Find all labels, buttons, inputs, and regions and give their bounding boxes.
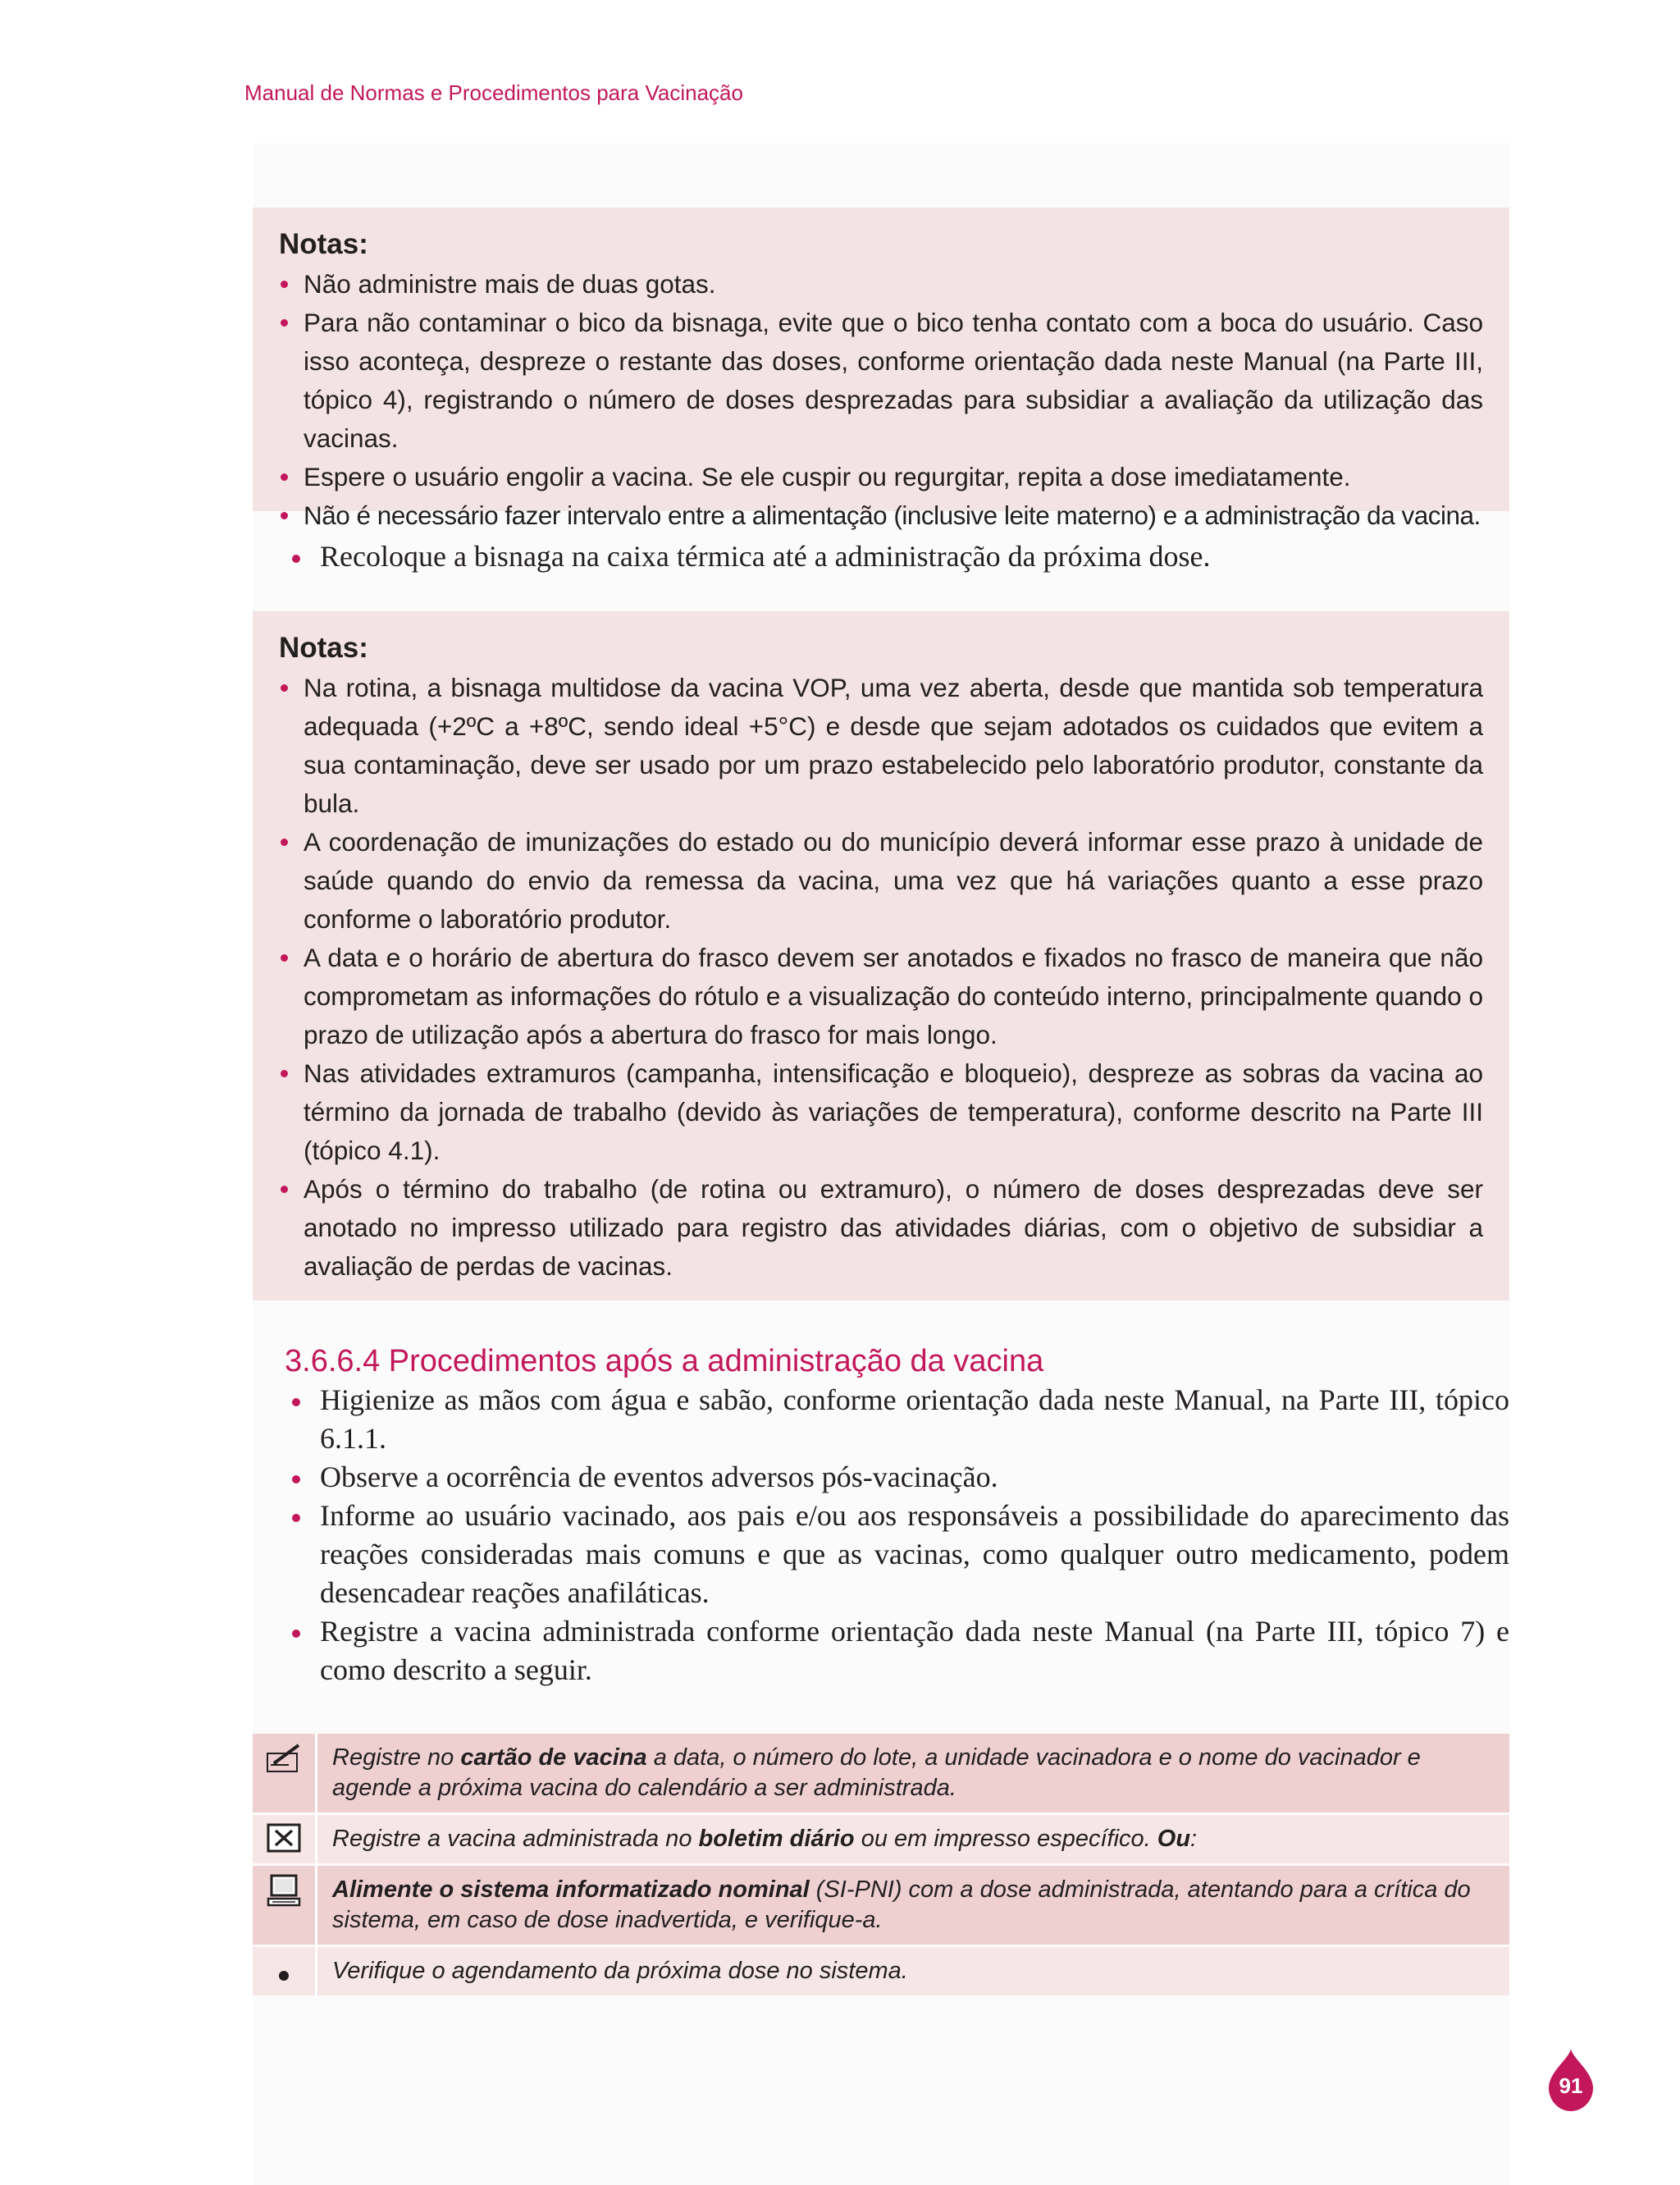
- note-item: A data e o horário de abertura do frasco devem ser anotados e fixados no frasco de maneira que não comprometam as informações do rótulo e a visualização do conteúdo interno, principalmente quando o prazo de utilização após a abertura do frasco for mais longo.: [279, 939, 1483, 1054]
- registry-row: Registre no cartão de vacina a data, o número do lote, a unidade vacinadora e o nome do vacinador e agende a próxima vacina do calendário a ser administrada.: [253, 1734, 1509, 1812]
- bullet-item: Observe a ocorrência de eventos adversos pós-vacinação.: [289, 1458, 1509, 1497]
- notes-title: Notas:: [279, 228, 368, 260]
- emphasis: Alimente o sistema informatizado nominal: [332, 1876, 810, 1903]
- bullet-list-mid: [289, 537, 1509, 576]
- notes-box-2: [253, 611, 1509, 1300]
- checkbox-x-icon: [265, 1823, 303, 1861]
- notes-title: Notas:: [279, 632, 368, 664]
- note-item: Após o término do trabalho (de rotina ou extramuro), o número de doses desprezadas deve ser anotado no impresso utilizado para registro das atividades diárias, com o objetivo de subsidiar a avaliação de perdas de vacinas.: [279, 1170, 1483, 1286]
- pen-writing-icon: [264, 1742, 304, 1783]
- registry-table: [253, 1731, 1509, 1998]
- emphasis: cartão de vacina: [460, 1744, 647, 1771]
- bullet-icon: [277, 1960, 290, 1991]
- bullet-item: Informe ao usuário vacinado, aos pais e/ou aos responsáveis a possibilidade do aparecimento das reações consideradas mais comuns e que as vacinas, como qualquer outro medicamento, podem desencadear reações anafiláticas.: [289, 1497, 1509, 1612]
- note-item: Na rotina, a bisnaga multidose da vacina VOP, uma vez aberta, desde que mantida sob temperatura adequada (+2ºC a +8ºC, sendo ideal +5°C) e desde que sejam adotados os cuidados que evitem a sua contaminação, deve ser usado por um prazo estabelecido pelo laboratório produtor, constante da bula.: [279, 669, 1483, 823]
- note-item: Para não contaminar o bico da bisnaga, evite que o bico tenha contato com a boca do usuário. Caso isso aconteça, despreze o restante das doses, conforme orientação dada neste Manual (na Parte III, tópico 4), registrando o número de doses desprezadas para subsidiar a avaliação da utilização das vacinas.: [279, 304, 1483, 458]
- registry-row: Alimente o sistema informatizado nominal (SI-PNI) com a dose administrada, atentando para a crítica do sistema, em caso de dose inadvertida, e verifique-a.: [253, 1866, 1509, 1945]
- notes-box-1: [253, 208, 1509, 530]
- registry-row: Verifique o agendamento da próxima dose no sistema.: [253, 1947, 1509, 1995]
- bullet-item: Recoloque a bisnaga na caixa térmica até a administração da próxima dose.: [289, 537, 1509, 576]
- procedure-list: [289, 1381, 1509, 1689]
- emphasis: boletim diário: [698, 1826, 855, 1852]
- note-item: A coordenação de imunizações do estado ou do município deverá informar esse prazo à unidade de saúde quando do envio da remessa da vacina, uma vez que há variações quanto a esse prazo conforme o laboratório produtor.: [279, 823, 1483, 939]
- note-item: Não administre mais de duas gotas.: [279, 265, 1483, 304]
- bullet-item: Registre a vacina administrada conforme orientação dada neste Manual (na Parte III, tópico 7) e como descrito a seguir.: [289, 1612, 1509, 1689]
- note-item: Espere o usuário engolir a vacina. Se ele cuspir ou regurgitar, repita a dose imediatamente.: [279, 458, 1483, 496]
- emphasis: Ou: [1157, 1826, 1191, 1852]
- page-number: 91: [1559, 2073, 1583, 2098]
- bullet-item: Higienize as mãos com água e sabão, conforme orientação dada neste Manual, na Parte III, tópico 6.1.1.: [289, 1381, 1509, 1458]
- section-heading: 3.6.6.4 Procedimentos após a administração da vacina: [285, 1344, 1044, 1378]
- page-number-badge: [1547, 2047, 1595, 2113]
- note-item: Nas atividades extramuros (campanha, intensificação e bloqueio), despreze as sobras da vacina ao término da jornada de trabalho (devido às variações de temperatura), conforme descrito na Parte III (tópico 4.1).: [279, 1054, 1483, 1170]
- notes-list: [279, 265, 1483, 535]
- note-item: Não é necessário fazer intervalo entre a alimentação (inclusive leite materno) e a administração da vacina.: [279, 496, 1483, 535]
- registry-row: Registre a vacina administrada no boletim diário ou em impresso específico. Ou:: [253, 1815, 1509, 1863]
- computer-icon: [266, 1874, 302, 1915]
- running-header: Manual de Normas e Procedimentos para Vacinação: [244, 80, 743, 105]
- notes-list: [279, 669, 1483, 1286]
